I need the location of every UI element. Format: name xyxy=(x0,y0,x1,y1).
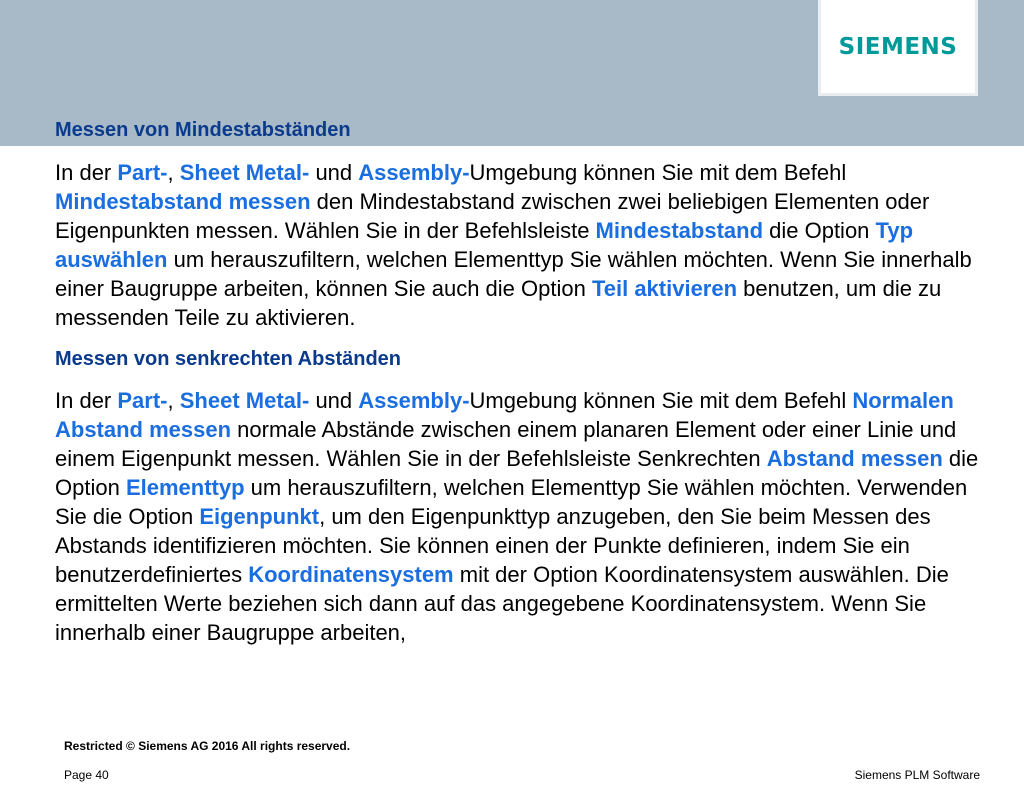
text-run: , um den Eigenpunkttyp anzugeben, den Sie beim Messen des Abstands identifizieren möchten. Sie können einen der Punkte definieren, indem Sie ein benutzerdefiniertes xyxy=(55,504,931,587)
highlight-term: Eigenpunkt xyxy=(199,504,320,529)
text-run: den Mindestabstand zwischen zwei beliebigen Elementen oder Eigenpunkten messen. Wählen Sie in der Befehlsleiste xyxy=(55,189,930,243)
slide-content xyxy=(55,116,995,647)
highlight-term: Part- xyxy=(117,388,168,413)
highlight-term: Normalen Abstand messen xyxy=(55,388,954,442)
text-run: die Option xyxy=(763,218,876,243)
footer-company: Siemens PLM Software xyxy=(854,768,980,782)
text-run: benutzen, um die zu messenden Teile zu aktivieren. xyxy=(55,276,942,330)
highlight-term: Elementtyp xyxy=(125,475,245,500)
text-run: mit der Option Koordinatensystem auswählen. Die ermittelten Werte beziehen sich dann auf das angegebene Koordinatensystem. Wenn Sie innerhalb einer Baugruppe arbeiten, xyxy=(55,562,949,645)
text-run: um herauszufiltern, welchen Elementtyp Sie wählen möchten. Wenn Sie innerhalb einer Baugruppe arbeiten, können Sie auch die Option xyxy=(55,247,972,301)
highlight-term: Assembly- xyxy=(358,160,470,185)
text-run: Umgebung können Sie mit dem Befehl xyxy=(469,160,847,185)
text-run: , xyxy=(167,388,180,413)
text-run: In der xyxy=(55,388,118,413)
text-run: und xyxy=(309,160,359,185)
highlight-term: Mindestabstand messen xyxy=(55,189,311,214)
highlight-term: Teil aktivieren xyxy=(591,276,738,301)
highlight-term: Assembly- xyxy=(358,388,470,413)
section-1-body xyxy=(55,158,995,332)
highlight-term: Part- xyxy=(117,160,168,185)
highlight-term: Mindestabstand xyxy=(595,218,764,243)
logo-box xyxy=(818,0,978,96)
text-run: um herauszufiltern, welchen Elementtyp Sie wählen möchten. Verwenden Sie die Option xyxy=(55,475,968,529)
siemens-logo: SIEMENS xyxy=(838,34,958,60)
text-run: normale Abstände zwischen einem planaren Element oder einer Linie und einem Eigenpunkt messen. Wählen Sie in der Befehlsleiste Senkrechten xyxy=(55,417,957,471)
text-run: und xyxy=(309,388,359,413)
highlight-term: Abstand messen xyxy=(766,446,943,471)
highlight-term: Sheet Metal- xyxy=(179,160,310,185)
text-run: Umgebung können Sie mit dem Befehl xyxy=(469,388,853,413)
text-run: die Option xyxy=(55,446,979,500)
text-run: In der xyxy=(55,160,118,185)
footer-restricted: Restricted © Siemens AG 2016 All rights reserved. xyxy=(64,739,351,753)
section-2-title: Messen von senkrechten Abständen xyxy=(55,348,402,370)
section-2-body xyxy=(55,386,995,647)
highlight-term: Sheet Metal- xyxy=(179,388,310,413)
section-1-title: Messen von Mindestabständen xyxy=(55,119,351,141)
highlight-term: Koordinatensystem xyxy=(248,562,454,587)
footer-page-number: Page 40 xyxy=(64,768,109,782)
highlight-term: Typ auswählen xyxy=(55,218,914,272)
text-run: , xyxy=(167,160,180,185)
